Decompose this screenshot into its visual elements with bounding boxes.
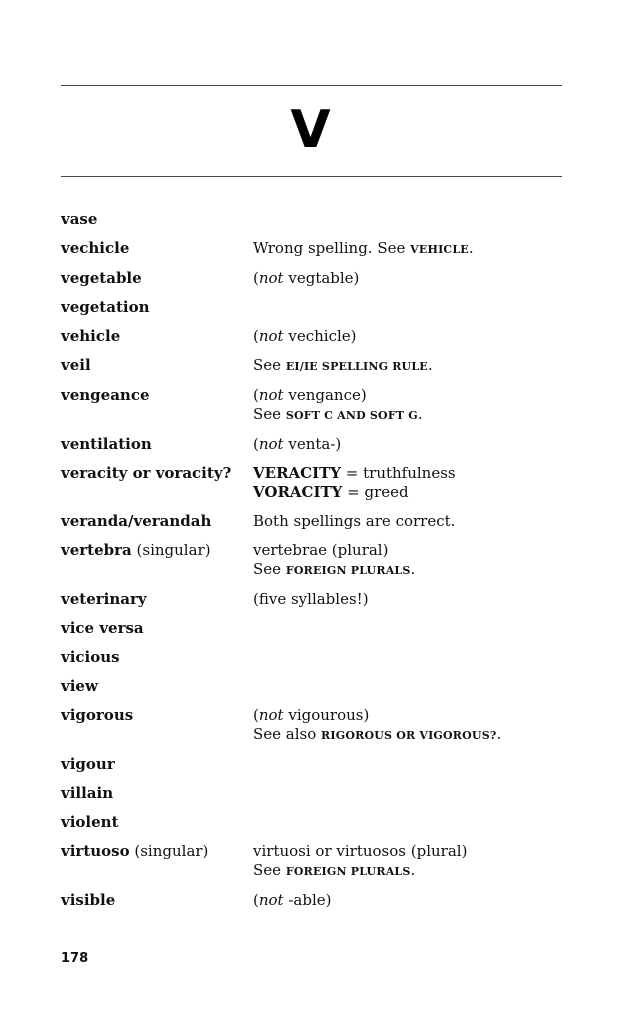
- entry-vigorous: [61, 706, 562, 745]
- top-rule: [61, 85, 562, 86]
- entry-vehicle: [61, 327, 562, 346]
- entry-term: vengeance: [61, 386, 150, 404]
- bottom-rule: [61, 176, 562, 177]
- entry-violent: [61, 813, 562, 832]
- entry-definition: Both spellings are correct.: [253, 512, 456, 530]
- entry-definition: vertebrae (plural) See FOREIGN PLURALS.: [253, 541, 416, 578]
- entry-term: veracity or voracity?: [61, 464, 232, 482]
- entry-definition: virtuosi or virtuosos (plural) See FOREIGN PLURALS.: [253, 842, 468, 879]
- entry-definition: VERACITY = truthfulness VORACITY = greed: [253, 464, 456, 501]
- entry-definition: (five syllables!): [253, 590, 369, 608]
- entry-definition: (not vegtable): [253, 269, 360, 287]
- entry-veterinary: [61, 590, 562, 609]
- entry-definition: (not vigourous) See also RIGOROUS OR VIGOROUS?.: [253, 706, 502, 743]
- entry-vicious: [61, 648, 562, 667]
- entry-term: vechicle: [61, 239, 130, 257]
- entry-term: veil: [61, 356, 91, 374]
- entry-term: vertebra (singular): [61, 541, 211, 559]
- entry-definition: (not -able): [253, 891, 332, 909]
- entry-term: vigorous: [61, 706, 134, 724]
- entry-view: [61, 677, 562, 696]
- entry-vice-versa: [61, 619, 562, 638]
- cross-reference: RIGOROUS OR VIGOROUS?: [321, 729, 497, 742]
- entry-vegetation: [61, 298, 562, 317]
- entry-definition: See EI/IE SPELLING RULE.: [253, 356, 433, 374]
- entry-vegetable: [61, 269, 562, 288]
- entry-vase: [61, 210, 562, 229]
- cross-reference: FOREIGN PLURALS: [285, 564, 411, 577]
- entry-term: virtuoso (singular): [61, 842, 209, 860]
- entry-virtuoso: [61, 842, 562, 881]
- section-letter: V: [290, 100, 331, 160]
- entry-term: veranda/verandah: [61, 512, 212, 530]
- entry-term: villain: [61, 784, 114, 802]
- entry-definition: (not venta-): [253, 435, 342, 453]
- entry-term: vicious: [61, 648, 120, 666]
- entry-vengeance: [61, 386, 562, 425]
- entry-term: vice versa: [61, 619, 144, 637]
- cross-reference: VEHICLE: [410, 243, 469, 256]
- page-number: 178: [61, 951, 89, 966]
- entry-term: ventilation: [61, 435, 152, 453]
- entry-term: view: [61, 677, 98, 695]
- entry-veranda: [61, 512, 562, 531]
- entry-term: violent: [61, 813, 119, 831]
- entry-definition: Wrong spelling. See VEHICLE.: [253, 239, 474, 257]
- cross-reference: SOFT C AND SOFT G: [285, 409, 418, 422]
- entry-term: vehicle: [61, 327, 121, 345]
- entry-villain: [61, 784, 562, 803]
- entry-definition: (not vengance) See SOFT C AND SOFT G.: [253, 386, 423, 423]
- entry-ventilation: [61, 435, 562, 454]
- cross-reference: FOREIGN PLURALS: [285, 865, 411, 878]
- entry-term: vegetation: [61, 298, 150, 316]
- entry-vertebra: [61, 541, 562, 580]
- entry-term: vegetable: [61, 269, 142, 287]
- entry-veil: [61, 356, 562, 376]
- entry-definition: (not vechicle): [253, 327, 357, 345]
- entry-visible: [61, 891, 562, 910]
- entry-veracity: [61, 464, 562, 502]
- entry-vechicle: [61, 239, 562, 259]
- entry-list: [61, 210, 562, 920]
- entry-term: vase: [61, 210, 98, 228]
- entry-term: veterinary: [61, 590, 147, 608]
- entry-term: vigour: [61, 755, 115, 773]
- entry-term: visible: [61, 891, 116, 909]
- entry-vigour: [61, 755, 562, 774]
- cross-reference: EI/IE SPELLING RULE: [285, 360, 428, 373]
